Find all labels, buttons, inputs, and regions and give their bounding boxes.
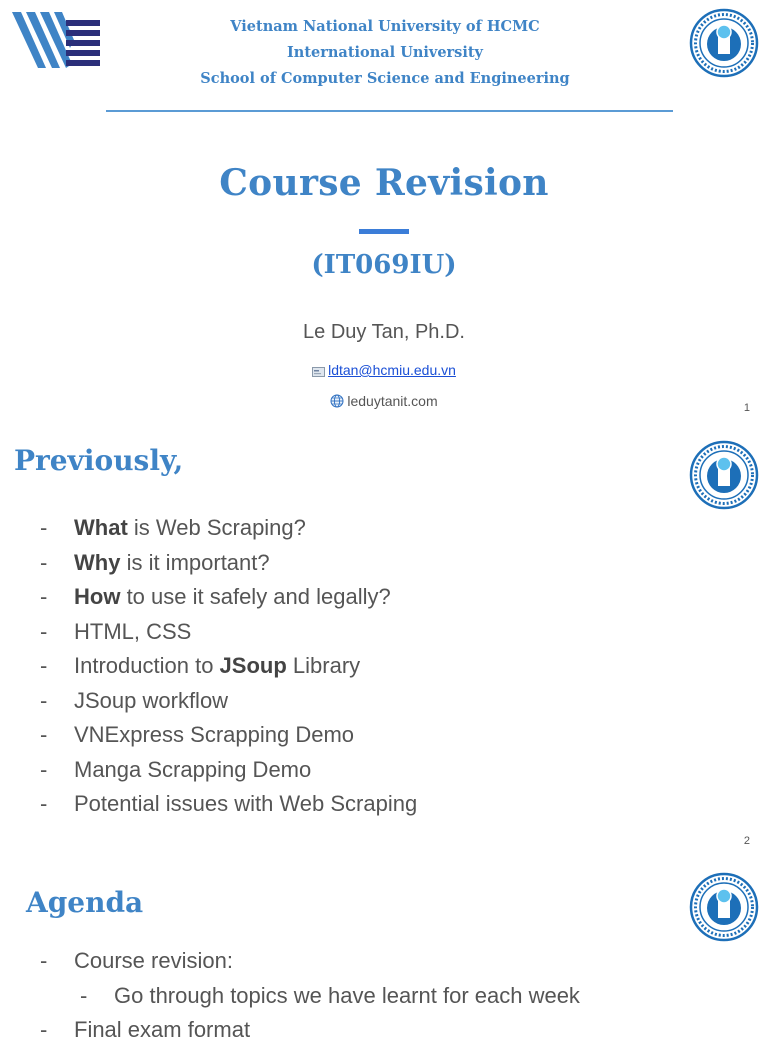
bullet-dash: -: [40, 687, 48, 713]
bullet-text: to use it safely and legally?: [120, 584, 391, 609]
bullet-text: JSoup workflow: [74, 687, 229, 713]
email-icon: [312, 367, 325, 377]
bullet-dash: -: [40, 584, 48, 609]
agenda-list: [40, 944, 580, 1048]
website-text: leduytanit.com: [347, 393, 438, 409]
bullet-dash: -: [80, 982, 88, 1008]
iu-seal-icon: [689, 440, 759, 510]
iu-seal-icon: [689, 872, 759, 942]
bullet-dash: -: [40, 549, 48, 575]
title-underline: [359, 229, 409, 234]
list-item: [40, 546, 417, 581]
bullet-text: HTML, CSS: [74, 618, 192, 644]
bullet-text: VNExpress Scrapping Demo: [74, 722, 355, 747]
email-row: [0, 362, 768, 378]
bullet-text: is it important?: [120, 549, 270, 575]
list-item: [40, 787, 417, 822]
email-link[interactable]: ldtan@hcmiu.edu.vn: [328, 362, 456, 378]
website-row: [0, 393, 768, 409]
agenda-slide: [0, 864, 768, 1042]
bullet-dash: -: [40, 722, 48, 747]
bullet-emphasis: How: [74, 584, 121, 609]
bullet-text: Final exam format: [74, 1017, 251, 1042]
bullet-text: is Web Scraping?: [127, 515, 306, 540]
bullet-dash: -: [40, 653, 48, 678]
course-code: (IT069IU): [311, 250, 457, 280]
list-item: [40, 684, 417, 719]
page-number: 1: [743, 402, 750, 414]
list-item: [40, 1013, 580, 1048]
bullet-emphasis: Why: [74, 549, 121, 575]
header-line-university: Vietnam National University of HCMC: [230, 18, 540, 35]
header-line-college: International University: [287, 44, 483, 61]
slide-heading: Agenda: [26, 886, 144, 919]
bullet-dash: -: [40, 948, 48, 973]
list-item: [40, 753, 417, 788]
university-logo-icon: [12, 12, 102, 70]
bullet-text: Course revision:: [74, 948, 233, 973]
bullet-emphasis: What: [74, 515, 128, 540]
list-item: [40, 615, 417, 650]
bullet-text: Go through topics we have learnt for each week: [114, 982, 580, 1008]
list-item: [40, 944, 580, 979]
page-number: 2: [743, 835, 750, 847]
institution-header: [150, 14, 620, 92]
header-line-school: School of Computer Science and Engineering: [200, 70, 570, 87]
bullet-emphasis: JSoup: [219, 653, 287, 678]
previously-slide: [0, 432, 768, 864]
slide-heading: Previously,: [14, 444, 184, 477]
bullet-text: Library: [286, 653, 361, 678]
bullet-dash: -: [40, 791, 48, 816]
bullet-dash: -: [40, 515, 48, 540]
iu-seal-icon: [689, 8, 759, 78]
sub-list-item: [40, 979, 580, 1014]
course-title: Course Revision: [219, 162, 549, 204]
header-divider: [106, 110, 673, 112]
list-item: [40, 511, 417, 546]
bullet-text: Manga Scrapping Demo: [74, 756, 312, 782]
list-item: [40, 580, 417, 615]
bullet-dash: -: [40, 618, 48, 644]
author-name: Le Duy Tan, Ph.D.: [303, 321, 465, 343]
globe-icon: [330, 394, 344, 408]
bullet-dash: -: [40, 756, 48, 782]
list-item: [40, 718, 417, 753]
bullet-text: Introduction to: [74, 653, 220, 678]
title-slide: [0, 0, 768, 432]
bullet-text: Potential issues with Web Scraping: [74, 791, 418, 816]
previous-topics-list: [40, 511, 417, 822]
list-item: [40, 649, 417, 684]
bullet-dash: -: [40, 1017, 48, 1042]
